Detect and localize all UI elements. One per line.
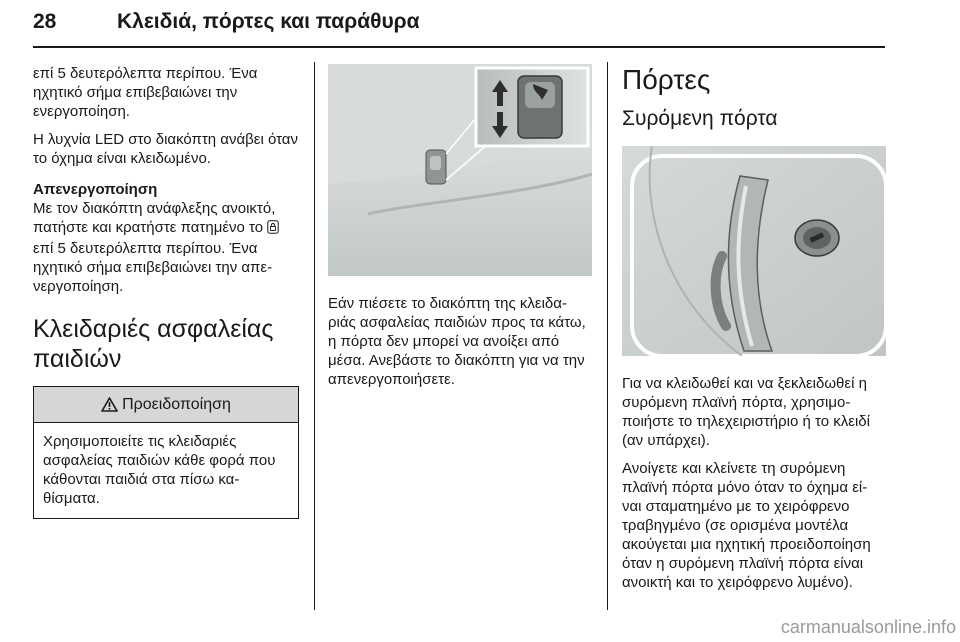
warning-header	[34, 387, 298, 423]
column-2	[328, 64, 592, 398]
watermark: carmanualsonline.info	[780, 617, 956, 637]
deactivation-text-start: Με τον διακόπτη ανάφλεξης ανοικτό, πατήστε και κρατήστε πατημένο το	[33, 200, 276, 236]
header-rule	[33, 46, 885, 48]
chapter-title: Κλειδιά, πόρτες και παράθυρα	[117, 10, 420, 33]
column-1	[33, 64, 299, 519]
deactivation-text-end: επί 5 δευτερόλεπτα περίπου. Ένα ηχητικό σήμα επιβεβαιώνει την απε-νεργοποίηση.	[33, 240, 273, 295]
subsection-title-sliding-door: Συρόμενη πόρτα	[622, 107, 778, 130]
paragraph-led: Η λυχνία LED στο διακόπτη ανάβει όταν το όχημα είναι κλειδωμένο.	[33, 131, 298, 167]
deactivation-heading: Απενεργοποίηση	[33, 181, 158, 198]
warning-title: Προειδοποίηση	[122, 395, 231, 413]
child-lock-drawing	[328, 64, 592, 276]
warning-text: Χρησιμοποιείτε τις κλειδαριές ασφαλείας παιδιών κάθε φορά που κάθονται παιδιά στα πίσω κα-θίσματα.	[43, 433, 276, 507]
warning-box	[33, 386, 299, 519]
sliding-door-illustration	[622, 146, 886, 356]
section-title-doors: Πόρτες	[622, 64, 711, 95]
column-divider-2	[607, 62, 608, 610]
sliding-door-paragraph-1: Για να κλειδωθεί και να ξεκλειδωθεί η συρόμενη πλαϊνή πόρτα, χρησιμο-ποιήστε το τηλεχειριστήριο ή το κλειδί (αν υπάρχει).	[622, 375, 870, 449]
child-lock-caption: Εάν πιέσετε το διακόπτη της κλειδα-ριάς ασφαλείας παιδιών προς τα κάτω, η πόρτα δεν μπορεί να ανοίξει από μέσα. Ανεβάστε το διακόπτη για να την απενεργοποιήσετε.	[328, 295, 586, 388]
lock-symbol-icon	[267, 220, 279, 239]
column-divider-1	[314, 62, 315, 610]
page-number: 28	[33, 10, 57, 33]
paragraph-activation-continued: επί 5 δευτερόλεπτα περίπου. Ένα ηχητικό σήμα επιβεβαιώνει την ενεργοποίηση.	[33, 65, 258, 120]
paragraph-deactivation	[33, 199, 299, 296]
section-title-child-locks: Κλειδαριές ασφαλείας παιδιών	[33, 315, 274, 373]
warning-triangle-icon	[101, 397, 118, 412]
child-lock-illustration	[328, 64, 592, 276]
page-header	[33, 10, 885, 48]
sliding-door-drawing	[622, 146, 886, 356]
column-3	[622, 64, 886, 601]
warning-body	[34, 423, 298, 518]
sliding-door-paragraph-2: Ανοίγετε και κλείνετε τη συρόμενη πλαϊνή πόρτα μόνο όταν το όχημα εί-ναι σταματημένο με το χειρόφρενο τραβηγμένο (σε ορισμένα μοντέλα ακούγεται μια ηχητική προειδοποίηση όταν η συρόμενη πλαϊνή πόρτα είναι ανοικτή και το χειρόφρενο λυμένο).	[622, 460, 871, 591]
